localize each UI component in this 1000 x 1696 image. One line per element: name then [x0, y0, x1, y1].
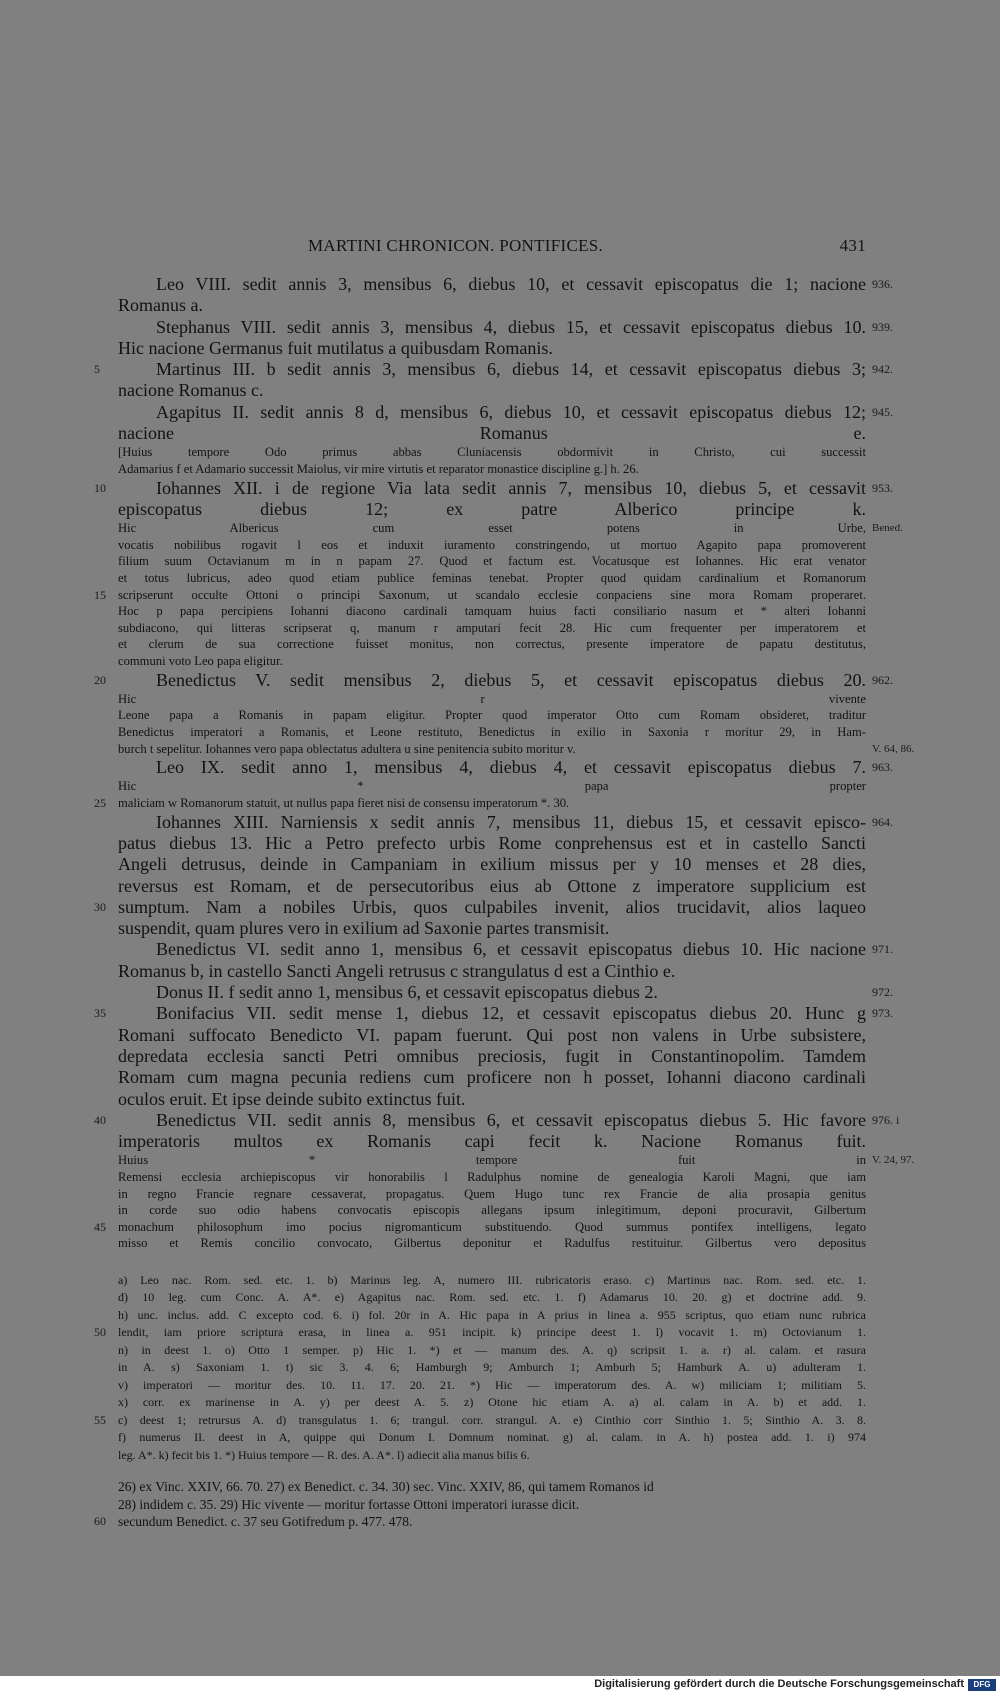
line-text: et totus lubricus, adeo quod etiam publice feminas tenebat. Propter quod quidam cardinalium et Romanorum: [118, 570, 866, 585]
line-text: burch t sepelitur. Iohannes vero papa oblectatus adultera u sine penitencia subito moritur v.: [118, 741, 576, 756]
margin-note: 942.: [872, 362, 893, 377]
text-line: [118, 1067, 866, 1088]
line-text: lendit, iam priore scriptura erasa, in linea a. 951 incipit. k) principe deest 1. l) vocavit 1. m) Octovianum 1.: [118, 1325, 866, 1340]
text-line: [118, 1046, 866, 1067]
text-line: [118, 461, 866, 478]
footer-bar: [0, 1676, 1000, 1696]
text-line: [118, 401, 893, 423]
line-number: 50: [94, 1325, 106, 1340]
text-line: [94, 896, 866, 918]
text-line: [94, 359, 893, 380]
text-line: [94, 669, 893, 691]
line-text: subdiacono, qui litteras scripserat q, manum r amputari fecit 28. Hic cum frequenter per imperatorem et: [118, 620, 866, 635]
line-text: Leo IX. sedit anno 1, mensibus 4, diebus 4, et cessavit episcopatus diebus 7.: [156, 757, 866, 778]
line-text: Agapitus II. sedit annis 8 d, mensibus 6, diebus 10, et cessavit episcopatus diebus 12;: [156, 401, 866, 422]
text-line: [118, 316, 893, 338]
text-line: [118, 499, 866, 520]
text-line: [118, 570, 866, 587]
margin-note: 964.: [872, 814, 893, 829]
text-line: [118, 811, 893, 833]
line-text: Benedictus imperatori a Romanis, et Leone restituto, Benedictus in exilio in Saxonia r moritur 29, in Ham-: [118, 724, 866, 739]
dfg-logo: DFG: [968, 1679, 996, 1691]
line-number: 40: [94, 1112, 106, 1127]
margin-note: 973.: [872, 1006, 893, 1021]
line-text: vocatis nobilibus rogavit l eos et induxit iuramento constringendo, ut mortuo Agapito papa promoverent: [118, 537, 866, 552]
text-line: [118, 338, 866, 359]
line-text: Angeli detrusus, deinde in Campaniam in exilium missus per y 10 menses et 28 dies,: [118, 854, 866, 875]
line-text: suspendit, quam plures vero in exilium ad Saxonie partes transmisit.: [118, 918, 610, 939]
line-text: Hic * papa propter: [118, 779, 866, 794]
paragraph: [94, 359, 893, 402]
paragraph-note: [94, 778, 866, 811]
text-line: [118, 653, 866, 670]
paragraph: [118, 401, 893, 445]
footnote-line: [118, 1272, 866, 1290]
footnote-line: [118, 1377, 866, 1395]
text-line: [118, 1089, 866, 1110]
line-number: 5: [94, 362, 100, 377]
text-line: [118, 961, 866, 982]
margin-note: V. 64, 86.: [872, 742, 915, 755]
margin-note: 945.: [872, 404, 893, 419]
footnote-line: [118, 1359, 866, 1377]
line-text: communi voto Leo papa eligitur.: [118, 653, 283, 668]
text-line: [118, 380, 866, 401]
line-text: et clerum de sua correctione fuisset monitus, non correctus, presente imperatore de papatu destitutus,: [118, 637, 866, 652]
line-number: 60: [94, 1514, 106, 1529]
text-line: [118, 603, 866, 620]
line-text: Romanus b, in castello Sancti Angeli retrusus c strangulatus d est a Cinthio e.: [118, 960, 676, 981]
line-text: 28) indidem c. 35. 29) Hic vivente — moritur fortasse Ottoni imperatori iurasse dicit.: [118, 1496, 580, 1512]
text-line: [118, 854, 866, 875]
text-line: [118, 982, 893, 1003]
text-line: [118, 1169, 866, 1186]
line-text: nacione Romanus e.: [118, 423, 866, 444]
main-text: [94, 274, 915, 1531]
line-number: 15: [94, 587, 106, 602]
footnote-line: [118, 1429, 866, 1447]
footnote-line: [94, 1412, 866, 1430]
text-line: [118, 757, 893, 778]
text-line: [118, 833, 866, 854]
line-text: episcopatus diebus 12; ex patre Alberico principe k.: [118, 498, 866, 519]
margin-note: 976. i: [872, 1112, 900, 1127]
line-text: patus diebus 13. Hic a Petro prefecto urbis Rome conprehensus est et in castello Sancti: [118, 832, 866, 853]
paragraph: [118, 939, 893, 982]
paragraph-note: [118, 444, 866, 477]
line-text: depredata ecclesia sancti Petri omnibus preciosis, fugit in Constantinopolim. Tamdem: [118, 1045, 866, 1066]
text-line: [118, 707, 866, 724]
line-text: Romam cum magna pecunia rediens cum proficere non h posset, Iohanni diacono cardinali: [118, 1067, 866, 1088]
line-text: [Huius tempore Odo primus abbas Cluniacensis obdormivit in Christo, cui successit: [118, 445, 866, 460]
text-line: [118, 620, 866, 637]
line-text: Hic r vivente: [118, 691, 866, 706]
source-references: [94, 1478, 866, 1531]
text-line: [118, 1025, 866, 1046]
paragraph-note: [118, 691, 915, 757]
line-text: oculos eruit. Et ipse deinde subito extinctus fuit.: [118, 1088, 466, 1109]
footnote-line: [118, 1342, 866, 1360]
margin-note: 962.: [872, 672, 893, 687]
margin-note: V. 24, 97.: [872, 1154, 915, 1167]
line-text: in regno Francie regnare cessaverat, propagatus. Quem Hugo tunc rex Francie de alia prosapia genitus: [118, 1186, 866, 1201]
footnote-line: [118, 1447, 866, 1465]
line-number: 45: [94, 1219, 106, 1234]
line-text: v) imperatori — moritur des. 10. 11. 17. 20. 21. *) Hic — imperatorum des. A. w) miliciam 1; militiam 5.: [118, 1377, 866, 1392]
margin-note: Bened.: [872, 522, 903, 535]
text-line: [118, 1186, 866, 1203]
line-text: x) corr. ex marinense in A. y) per deest A. 5. z) Otone hic etiam A. a) al. calam in A. b) et add. 1.: [118, 1395, 866, 1410]
page-number: 431: [839, 236, 866, 255]
margin-note: 936.: [872, 277, 893, 291]
text-line: [118, 939, 893, 960]
line-text: Hoc p papa percipiens Iohanni diacono cardinali tamquam huius facti consiliario nasum et * alteri Iohanni: [118, 604, 866, 619]
text-line: [118, 778, 866, 795]
text-line: [118, 444, 866, 461]
line-text: Hic Albericus cum esset potens in Urbe,: [118, 521, 866, 536]
line-text: Leo VIII. sedit annis 3, mensibus 6, diebus 10, et cessavit episcopatus die 1; nacione: [156, 274, 866, 294]
dfg-credit: Digitalisierung gefördert durch die Deutsche Forschungsgemeinschaft: [594, 1678, 964, 1690]
line-number: 25: [94, 796, 106, 811]
line-text: Bonifacius VII. sedit mense 1, diebus 12, et cessavit episcopatus diebus 20. Hunc g: [156, 1003, 866, 1024]
line-text: a) Leo nac. Rom. sed. etc. 1. b) Marinus leg. A, numero III. rubricatoris eraso. c) Martinus nac. Rom. sed. etc. 1.: [118, 1272, 866, 1287]
margin-note: 953.: [872, 480, 893, 495]
section-gap: [118, 1464, 866, 1478]
line-text: Benedictus VII. sedit annis 8, mensibus 6, et cessavit episcopatus diebus 5. Hic favore: [156, 1109, 866, 1130]
text-line: [118, 724, 866, 741]
text-line: [118, 553, 866, 570]
header-title: MARTINI CHRONICON. PONTIFICES.: [308, 236, 604, 255]
line-number: 30: [94, 899, 106, 914]
text-line: [118, 295, 866, 316]
line-text: Huius * tempore fuit in: [118, 1153, 866, 1168]
text-line: [118, 741, 915, 758]
line-text: f) numerus II. deest in A, quippe qui Donum I. Domnum nominat. g) al. calam. in A. h) postea add. 1. i) 974: [118, 1430, 866, 1445]
line-text: misso et Remis concilio convocato, Gilbertus deponitur et Radulfus restituitur. Gilbertus vero depositus: [118, 1236, 866, 1251]
line-text: in corde suo odio habens convocatis episcopis allegans ipsum inlegitimum, deponi procuravit, Gilbertum: [118, 1203, 866, 1218]
paragraph: [94, 669, 893, 691]
text-line: [118, 274, 893, 295]
line-text: filium suum Octavianum m in n papam 27. Quod et factum est. Vocatusque est Iohannes. Hic erat venator: [118, 554, 866, 569]
line-text: Remensi ecclesia archiepiscopus vir honorabilis l Radulphus nomine de genealogia Karoli Magni, que iam: [118, 1170, 866, 1184]
text-line: [118, 1235, 866, 1252]
line-number: 10: [94, 480, 106, 495]
text-line: [118, 691, 866, 708]
line-text: Iohannes XIII. Narniensis x sedit annis 7, mensibus 11, diebus 15, et cessavit episco-: [156, 811, 866, 832]
paragraph: [94, 1109, 900, 1153]
text-line: [118, 876, 866, 897]
section-gap: [118, 1252, 866, 1272]
reference-line: [118, 1478, 866, 1496]
line-number: 55: [94, 1412, 106, 1427]
line-number: 35: [94, 1006, 106, 1021]
paragraph: [94, 811, 893, 940]
line-text: Benedictus VI. sedit anno 1, mensibus 6, et cessavit episcopatus diebus 10. Hic nacione: [156, 939, 866, 960]
reference-line: [118, 1496, 866, 1514]
paragraph: [118, 982, 893, 1003]
line-text: in A. s) Saxoniam 1. t) sic 3. 4. 6; Hamburgh 9; Amburch 1; Amburh 5; Hamburk A. u) adulteram 1.: [118, 1360, 866, 1375]
text-line: [118, 423, 866, 444]
line-text: nacione Romanus c.: [118, 380, 264, 401]
text-line: [94, 477, 893, 499]
footnotes: [94, 1272, 866, 1465]
paragraph-note: [94, 1152, 915, 1252]
line-text: Leone papa a Romanis in papam eligitur. Propter quod imperator Otto cum Romam obsideret, traditur: [118, 708, 866, 723]
margin-note: 963.: [872, 760, 893, 775]
line-text: imperatoris multos ex Romanis capi fecit k. Nacione Romanus fuit.: [118, 1131, 866, 1152]
line-text: Martinus III. b sedit annis 3, mensibus 6, diebus 14, et cessavit episcopatus diebus 3;: [156, 359, 866, 380]
line-text: Iohannes XII. i de regione Via lata sedit annis 7, mensibus 10, diebus 5, et cessavit: [156, 477, 866, 498]
line-text: n) in deest 1. o) Otto 1 semper. p) Hic 1. *) et — manum des. A. q) scripsit 1. a. r) al. calam. et rasura: [118, 1342, 866, 1357]
text-line: [94, 1109, 900, 1131]
text-line: [118, 918, 866, 939]
line-text: maliciam w Romanorum statuit, ut nullus papa fieret nisi de consensu imperatorum *. 30.: [118, 796, 570, 811]
line-text: Donus II. f sedit anno 1, mensibus 6, et cessavit episcopatus diebus 2.: [156, 982, 658, 1003]
line-text: sumptum. Nam a nobiles Urbis, quos culpabiles invenit, alios trucidavit, alios laqueo: [118, 896, 866, 917]
footnote-line: [94, 1324, 866, 1342]
text-line: [94, 1219, 866, 1236]
line-text: Benedictus V. sedit mensibus 2, diebus 5, et cessavit episcopatus diebus 20.: [156, 669, 866, 690]
reference-line: [94, 1513, 866, 1531]
line-text: Romanus a.: [118, 295, 203, 316]
paragraph-note: [94, 520, 903, 669]
paragraph: [118, 316, 893, 360]
paragraph: [94, 1003, 893, 1109]
line-text: Hic nacione Germanus fuit mutilatus a quibusdam Romanis.: [118, 337, 553, 358]
line-text: h) unc. inclus. add. C excepto cod. 6. i) fol. 20r in A. Hic papa in A prius in linea a. 955 scriptus, quo etiam nunc rubrica: [118, 1307, 866, 1322]
text-line: [94, 795, 866, 812]
text-line: [118, 1202, 866, 1219]
paragraph: [118, 274, 893, 317]
line-text: c) deest 1; retrursus A. d) transgulatus 1. 6; trangul. corr. strangul. A. e) Cinthio corr Sinthio 1. 5; Sinthio A. 3. 8.: [118, 1412, 866, 1427]
footnote-line: [118, 1289, 866, 1307]
line-text: monachum philosophum imo pocius nigromanticum substituendo. Quod summus pontifex intelligens, legato: [118, 1219, 866, 1234]
line-text: d) 10 leg. cum Conc. A. A*. e) Agapitus nac. Rom. sed. etc. 1. f) Adamarus 10. 20. g) et doctrine add. 9.: [118, 1290, 866, 1305]
text-line: [94, 1003, 893, 1024]
margin-note: 972.: [872, 985, 893, 1000]
text-line: [118, 1131, 866, 1152]
paragraph: [94, 477, 893, 521]
text-line: [118, 636, 866, 653]
line-number: 20: [94, 672, 106, 687]
line-text: leg. A*. k) fecit bis 1. *) Huius tempore — R. des. A. A*. l) adiecit alia manus bilis 6.: [118, 1447, 530, 1462]
text-line: [94, 587, 866, 604]
line-text: Adamarius f et Adamario successit Maiolus, vir mire virtutis et reparator monastice discipline g.] h. 26.: [118, 461, 639, 476]
line-text: reversus est Romam, et de persecutoribus eius ab Ottone z imperatore supplicium est: [118, 875, 866, 896]
margin-note: 971.: [872, 942, 893, 957]
line-text: secundum Benedict. c. 37 seu Gotifredum p. 477. 478.: [118, 1514, 413, 1530]
line-text: Stephanus VIII. sedit annis 3, mensibus 4, diebus 15, et cessavit episcopatus diebus 10.: [156, 316, 866, 337]
footnote-line: [118, 1307, 866, 1325]
text-line: [118, 520, 903, 537]
line-text: scripserunt occulte Ottoni o principi Saxonum, ut scandalo ecclesie conpaciens sine mora Romam properaret.: [118, 587, 866, 602]
text-line: [118, 1152, 915, 1169]
line-text: 26) ex Vinc. XXIV, 66. 70. 27) ex Benedict. c. 34. 30) sec. Vinc. XXIV, 86, qui tamem Romanos id: [118, 1479, 654, 1495]
paragraph: [118, 757, 893, 778]
text-line: [118, 537, 866, 554]
margin-note: 939.: [872, 319, 893, 334]
footnote-line: [118, 1394, 866, 1412]
line-text: Romani suffocato Benedicto VI. papam fuerunt. Qui post non valens in Urbe subsistere,: [118, 1024, 866, 1045]
